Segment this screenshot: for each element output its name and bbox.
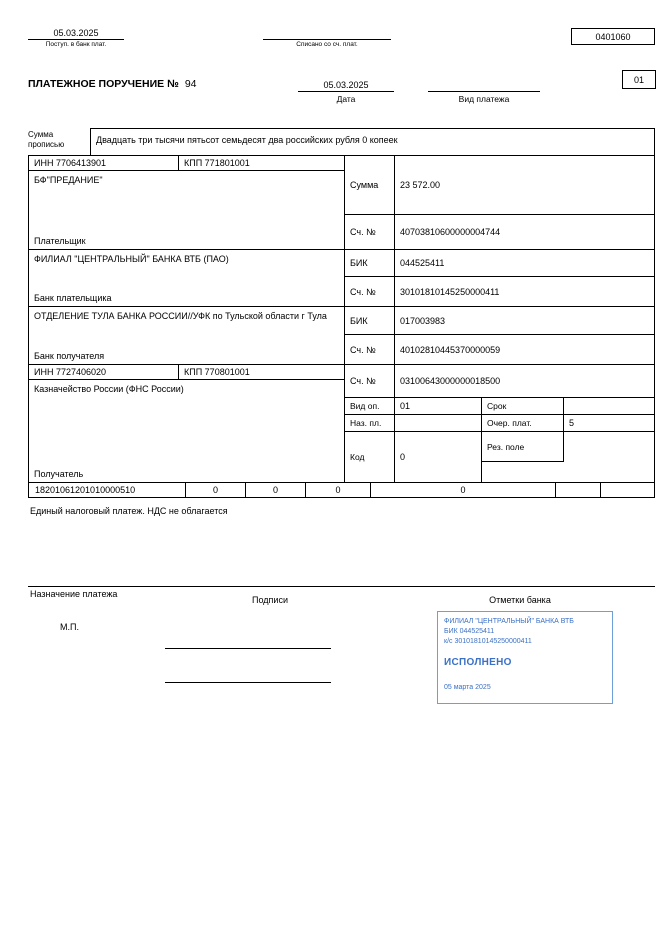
amount-row xyxy=(345,156,654,215)
payment-table xyxy=(28,128,655,599)
document-date-label: Дата xyxy=(336,94,356,104)
reserve-field-label: Рез. поле xyxy=(482,432,564,462)
code-row xyxy=(345,432,654,483)
beneficiary-account-row xyxy=(345,365,654,398)
budget-field-kbk: 18201061201010000510 xyxy=(29,483,186,497)
stamp-bik: БИК 044525411 xyxy=(444,628,495,636)
signature-line-1 xyxy=(165,648,331,649)
priority-label: Очер. плат. xyxy=(482,415,564,431)
code-value: 0 xyxy=(395,432,482,482)
payment-purpose-text: Единый налоговый платеж. НДС не облагается xyxy=(30,506,228,516)
purpose-code-blank xyxy=(395,415,482,431)
payer-kpp: КПП 771801001 xyxy=(184,158,250,168)
term-label: Срок xyxy=(482,398,564,414)
budget-field-2: 0 xyxy=(186,483,246,497)
payer-inn-kpp-row xyxy=(29,156,344,171)
payer-bank-block xyxy=(29,250,344,307)
reserve-value-blank xyxy=(564,432,654,482)
budget-field-4: 0 xyxy=(306,483,371,497)
payer-account-value: 40703810600000004744 xyxy=(400,227,501,237)
payer-bank-bik-row xyxy=(345,250,654,277)
payer-bank-account-label: Сч. № xyxy=(345,277,395,306)
payer-bank-bik-value: 044525411 xyxy=(400,258,445,268)
signatures-label: Подписи xyxy=(252,595,288,605)
debited-field xyxy=(263,26,391,48)
budget-field-3: 0 xyxy=(246,483,306,497)
purpose-code-label: Наз. пл. xyxy=(345,415,395,431)
payer-section-label: Плательщик xyxy=(34,236,86,246)
status-code: 01 xyxy=(633,74,644,85)
amount-value: 23 572.00 xyxy=(400,180,441,190)
beneficiary-account-value: 03100643000000018500 xyxy=(400,376,501,386)
stamp-date: 05 марта 2025 xyxy=(444,683,491,691)
amount-label: Сумма xyxy=(345,156,395,214)
amounts-column xyxy=(345,156,654,483)
payer-block xyxy=(29,171,344,250)
payment-purpose-label: Назначение платежа xyxy=(30,589,118,599)
budget-field-5: 0 xyxy=(371,483,556,497)
stamp-corr-account: к/с 30101810145250000411 xyxy=(444,638,532,646)
payer-inn: ИНН 7706413901 xyxy=(29,156,179,170)
payer-account-label: Сч. № xyxy=(345,215,395,249)
document-number: 94 xyxy=(184,78,197,90)
budget-field-6 xyxy=(556,483,601,497)
payer-name: БФ"ПРЕДАНИЕ" xyxy=(34,175,103,185)
document-title-label: ПЛАТЕЖНОЕ ПОРУЧЕНИЕ № xyxy=(28,78,179,90)
code-label: Код xyxy=(345,432,395,482)
beneficiary-bank-account-value: 40102810445370000059 xyxy=(400,344,501,355)
debited-date-blank xyxy=(263,26,391,40)
beneficiary-bank-bik-row xyxy=(345,307,654,335)
operation-kind-label: Вид оп. xyxy=(345,398,395,414)
bank-received-field xyxy=(28,26,124,48)
document-title xyxy=(28,78,197,90)
stamp-place-label: М.П. xyxy=(60,622,79,632)
bank-marks-label: Отметки банка xyxy=(489,595,551,605)
beneficiary-kpp: КПП 770801001 xyxy=(184,367,250,377)
beneficiary-bank-account-row xyxy=(345,335,654,365)
parties-column xyxy=(29,156,345,483)
beneficiary-inn: ИНН 7727406020 xyxy=(29,365,179,379)
operation-kind-row xyxy=(345,398,654,415)
beneficiary-account-label: Сч. № xyxy=(345,365,395,397)
document-date: 05.03.2025 xyxy=(298,78,394,92)
bank-execution-stamp xyxy=(437,611,613,704)
payer-bank-account-row xyxy=(345,277,654,307)
amount-in-words-label: Сумма прописью xyxy=(28,128,90,156)
operation-kind-value: 01 xyxy=(395,398,482,414)
beneficiary-bank-bik-label: БИК xyxy=(345,307,395,334)
amount-in-words-value: Двадцать три тысячи пятьсот семьдесят два российских рубля 0 копеек xyxy=(90,128,655,156)
payer-bank-account-value: 30101810145250000411 xyxy=(400,286,500,297)
requisites-grid xyxy=(28,156,655,483)
payer-bank-section-label: Банк плательщика xyxy=(34,293,112,303)
bank-received-date: 05.03.2025 xyxy=(28,26,124,40)
beneficiary-block xyxy=(29,380,344,483)
beneficiary-bank-name: ОТДЕЛЕНИЕ ТУЛА БАНКА РОССИИ//УФК по Тульской области г Тула xyxy=(34,311,327,321)
beneficiary-bank-account-label: Сч. № xyxy=(345,335,395,364)
reserve-field-wrap xyxy=(482,432,564,482)
signature-line-2 xyxy=(165,682,331,683)
payment-kind-field xyxy=(428,78,540,104)
payment-purpose-area xyxy=(28,498,655,587)
form-code-box xyxy=(571,28,655,45)
payer-bank-bik-label: БИК xyxy=(345,250,395,276)
beneficiary-bank-block xyxy=(29,307,344,365)
payment-purpose-code-row xyxy=(345,415,654,432)
term-value-blank xyxy=(564,398,654,414)
payer-account-row xyxy=(345,215,654,250)
debited-label: Списано со сч. плат. xyxy=(296,41,358,48)
beneficiary-bank-section-label: Банк получателя xyxy=(34,351,105,361)
priority-value: 5 xyxy=(569,418,575,428)
amount-in-words-row xyxy=(28,128,655,156)
stamp-bank-name: ФИЛИАЛ "ЦЕНТРАЛЬНЫЙ" БАНКА ВТБ xyxy=(444,618,574,625)
stamp-status: ИСПОЛНЕНО xyxy=(444,657,512,669)
beneficiary-bank-bik-value: 017003983 xyxy=(400,315,446,326)
form-code: 0401060 xyxy=(595,31,631,42)
payer-bank-name: ФИЛИАЛ "ЦЕНТРАЛЬНЫЙ" БАНКА ВТБ (ПАО) xyxy=(34,254,229,264)
beneficiary-name: Казначейство России (ФНС России) xyxy=(34,384,184,394)
document-date-field xyxy=(298,78,394,104)
payment-kind-label: Вид платежа xyxy=(458,94,510,104)
budget-field-7 xyxy=(601,483,654,497)
beneficiary-inn-kpp-row xyxy=(29,365,344,380)
beneficiary-section-label: Получатель xyxy=(34,469,84,479)
bank-received-label: Поступ. в банк плат. xyxy=(45,41,107,48)
status-code-box xyxy=(622,70,656,89)
payment-kind-blank xyxy=(428,78,540,92)
budget-classification-row xyxy=(28,483,655,498)
